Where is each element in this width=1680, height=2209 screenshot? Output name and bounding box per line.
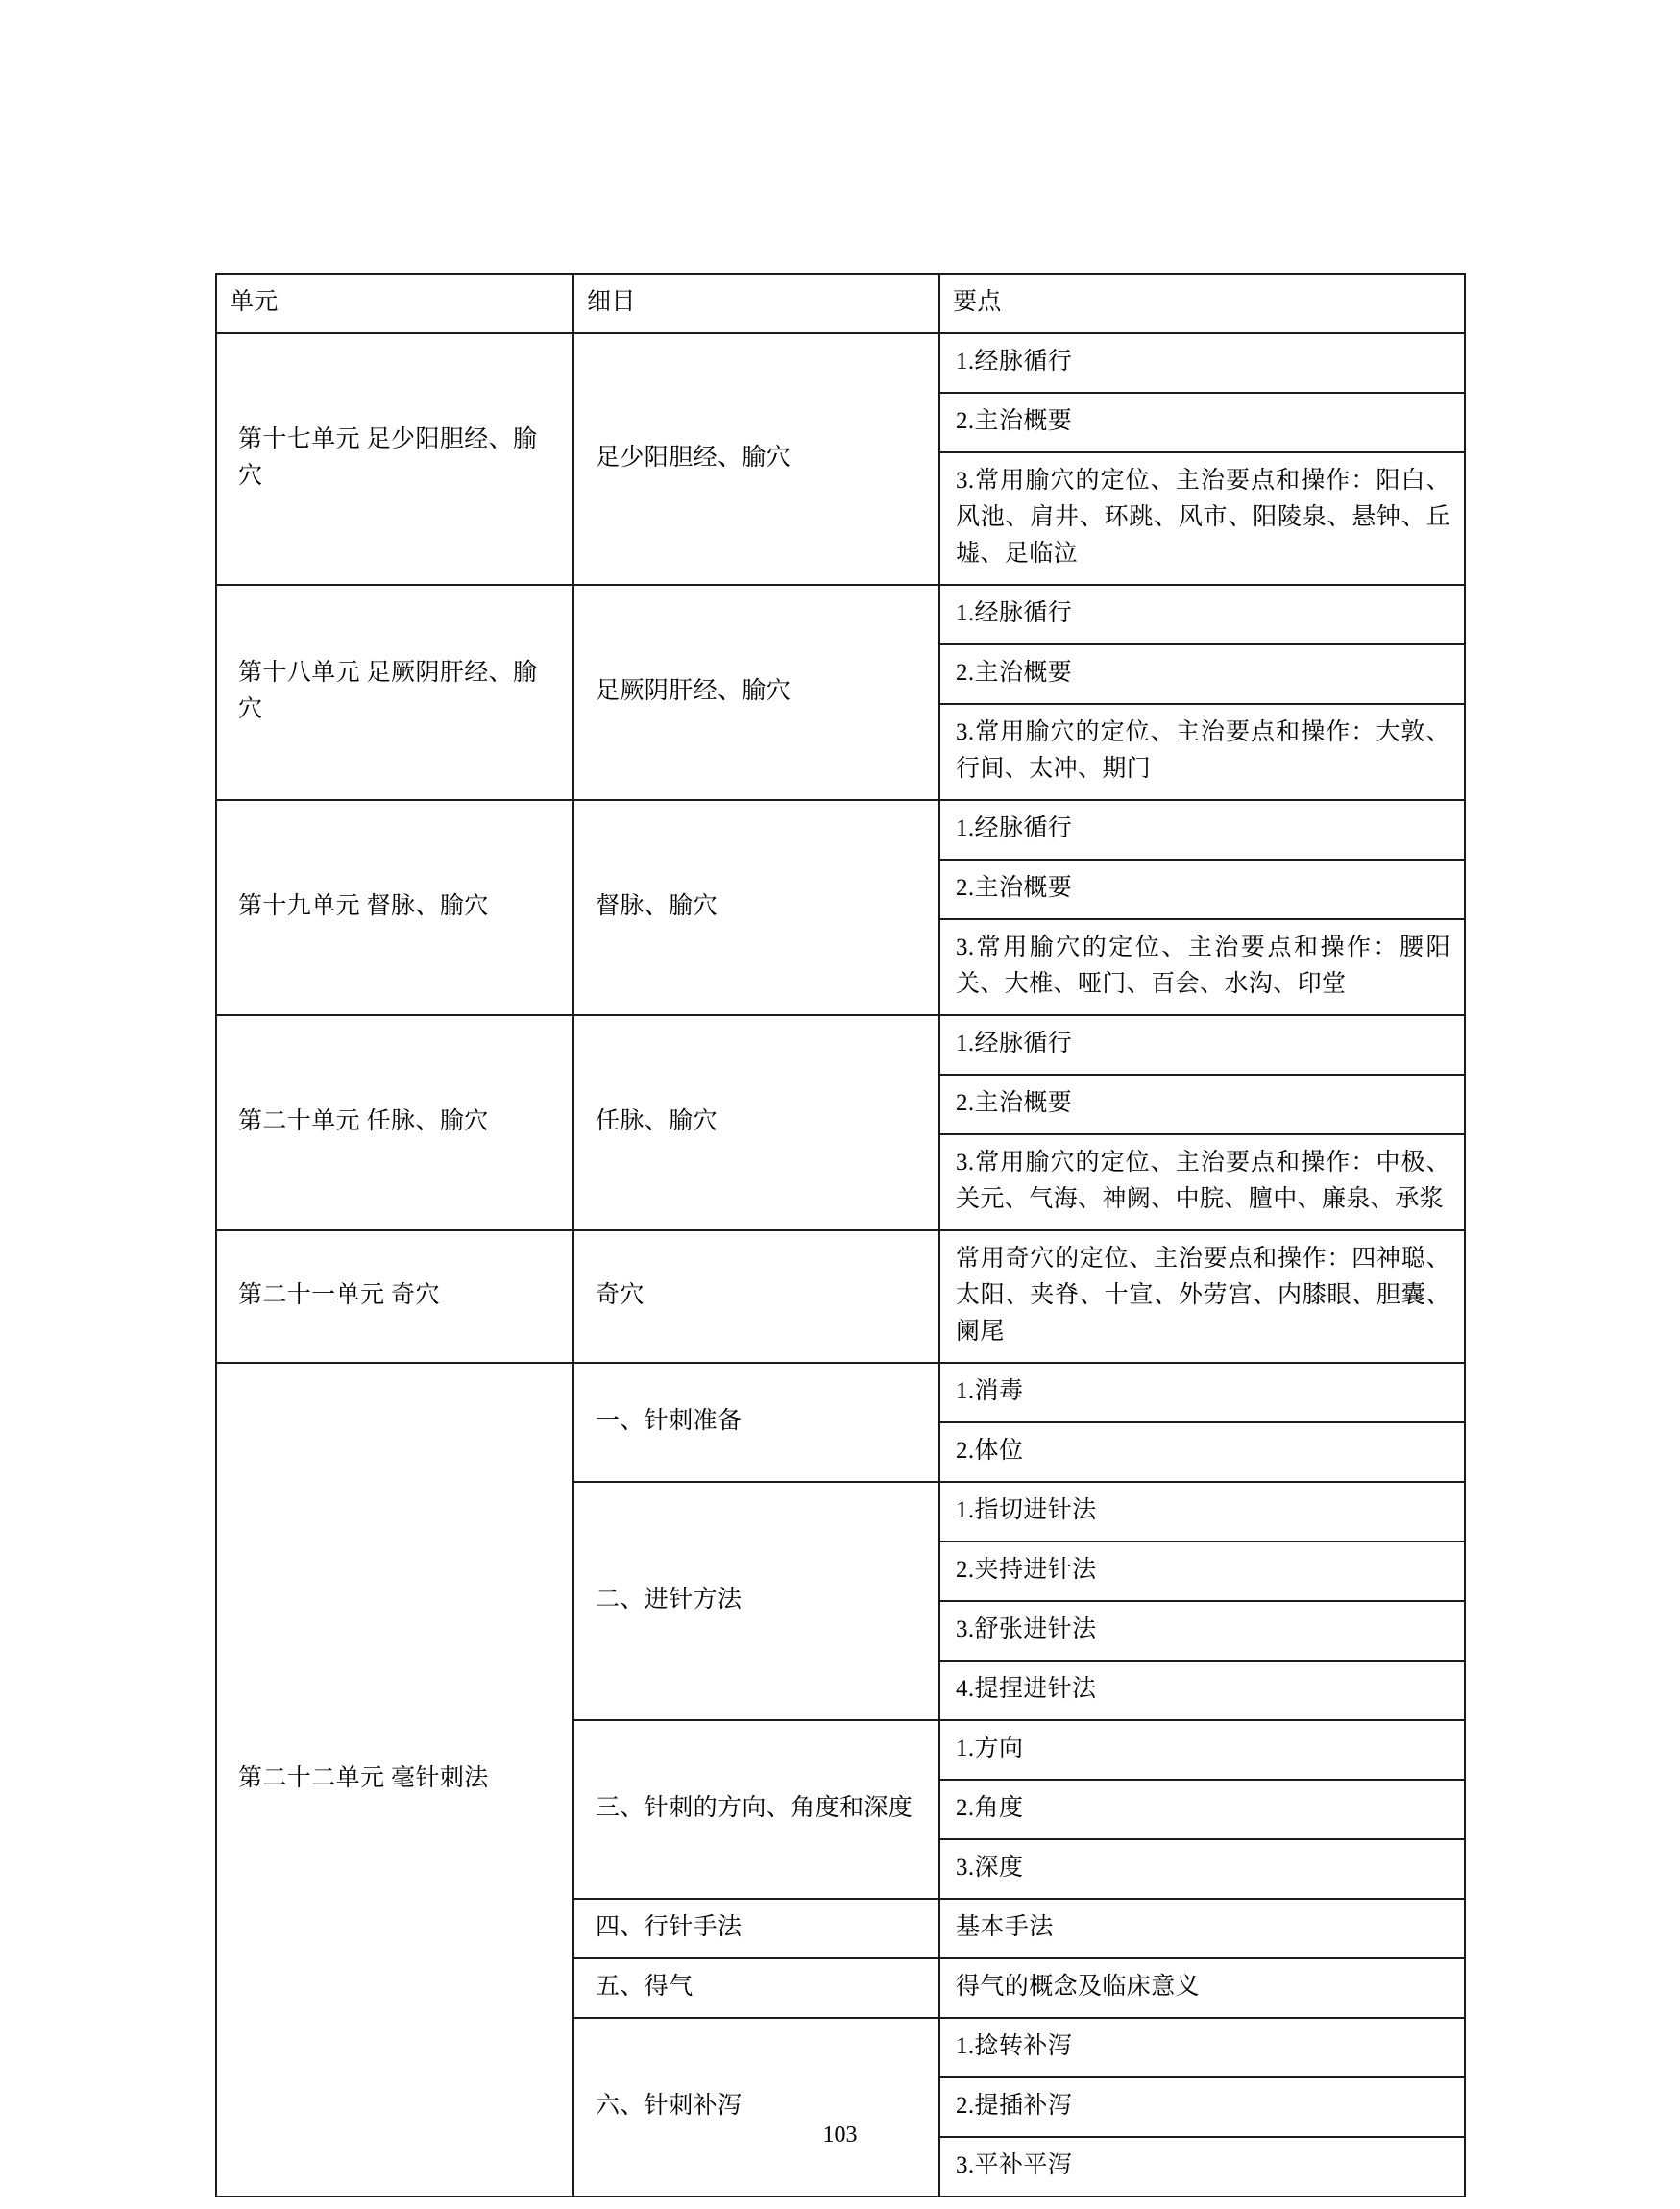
point-cell: 2.角度 [939, 1780, 1465, 1839]
point-cell: 2.主治概要 [939, 1075, 1465, 1134]
table-header [216, 274, 1465, 333]
unit-cell: 第二十二单元 毫针刺法 [216, 1363, 573, 2197]
point-cell: 2.体位 [939, 1422, 1465, 1482]
point-cell: 1.经脉循行 [939, 585, 1465, 644]
unit-cell: 第二十单元 任脉、腧穴 [216, 1015, 573, 1230]
point-cell: 3.舒张进针法 [939, 1601, 1465, 1661]
detail-cell: 四、行针手法 [573, 1899, 939, 1958]
point-cell: 1.消毒 [939, 1363, 1465, 1422]
point-cell: 1.捻转补泻 [939, 2018, 1465, 2077]
detail-cell: 一、针刺准备 [573, 1363, 939, 1482]
table-row [216, 333, 1465, 393]
point-cell: 2.主治概要 [939, 860, 1465, 919]
table-row [216, 800, 1465, 860]
table-row [216, 1230, 1465, 1363]
point-cell: 1.方向 [939, 1720, 1465, 1780]
table-row [216, 1015, 1465, 1075]
point-cell: 3.常用腧穴的定位、主治要点和操作：阳白、风池、肩井、环跳、风市、阳陵泉、悬钟、丘墟、足临泣 [939, 452, 1465, 585]
detail-cell: 奇穴 [573, 1230, 939, 1363]
column-header-detail: 细目 [573, 274, 939, 333]
point-cell: 3.平补平泻 [939, 2137, 1465, 2197]
detail-cell: 督脉、腧穴 [573, 800, 939, 1015]
unit-cell: 第十八单元 足厥阴肝经、腧穴 [216, 585, 573, 800]
point-cell: 2.主治概要 [939, 644, 1465, 704]
detail-cell: 足少阳胆经、腧穴 [573, 333, 939, 585]
detail-cell: 二、进针方法 [573, 1482, 939, 1720]
detail-cell: 任脉、腧穴 [573, 1015, 939, 1230]
point-cell: 基本手法 [939, 1899, 1465, 1958]
point-cell: 2.主治概要 [939, 393, 1465, 452]
point-cell: 3.深度 [939, 1839, 1465, 1899]
point-cell: 3.常用腧穴的定位、主治要点和操作：中极、关元、气海、神阙、中脘、膻中、廉泉、承浆 [939, 1134, 1465, 1230]
point-cell: 1.指切进针法 [939, 1482, 1465, 1541]
unit-cell: 第二十一单元 奇穴 [216, 1230, 573, 1363]
table-row [216, 585, 1465, 644]
column-header-unit: 单元 [216, 274, 573, 333]
point-cell: 1.经脉循行 [939, 800, 1465, 860]
point-cell: 3.常用腧穴的定位、主治要点和操作：腰阳关、大椎、哑门、百会、水沟、印堂 [939, 919, 1465, 1015]
unit-cell: 第十七单元 足少阳胆经、腧穴 [216, 333, 573, 585]
table-body [216, 333, 1465, 2197]
syllabus-table [215, 273, 1466, 2197]
detail-cell: 五、得气 [573, 1958, 939, 2018]
table-header-row [216, 274, 1465, 333]
point-cell: 1.经脉循行 [939, 1015, 1465, 1075]
page-number: 103 [822, 2123, 858, 2148]
point-cell: 2.夹持进针法 [939, 1541, 1465, 1601]
unit-cell: 第十九单元 督脉、腧穴 [216, 800, 573, 1015]
table-row [216, 1363, 1465, 1422]
point-cell: 3.常用腧穴的定位、主治要点和操作：大敦、行间、太冲、期门 [939, 704, 1465, 800]
detail-cell: 三、针刺的方向、角度和深度 [573, 1720, 939, 1899]
point-cell: 常用奇穴的定位、主治要点和操作：四神聪、太阳、夹脊、十宣、外劳宫、内膝眼、胆囊、阑尾 [939, 1230, 1465, 1363]
detail-cell: 足厥阴肝经、腧穴 [573, 585, 939, 800]
point-cell: 2.提插补泻 [939, 2077, 1465, 2137]
detail-cell: 六、针刺补泻 [573, 2018, 939, 2197]
point-cell: 4.提捏进针法 [939, 1661, 1465, 1720]
point-cell: 得气的概念及临床意义 [939, 1958, 1465, 2018]
point-cell: 1.经脉循行 [939, 333, 1465, 393]
column-header-point: 要点 [939, 274, 1465, 333]
